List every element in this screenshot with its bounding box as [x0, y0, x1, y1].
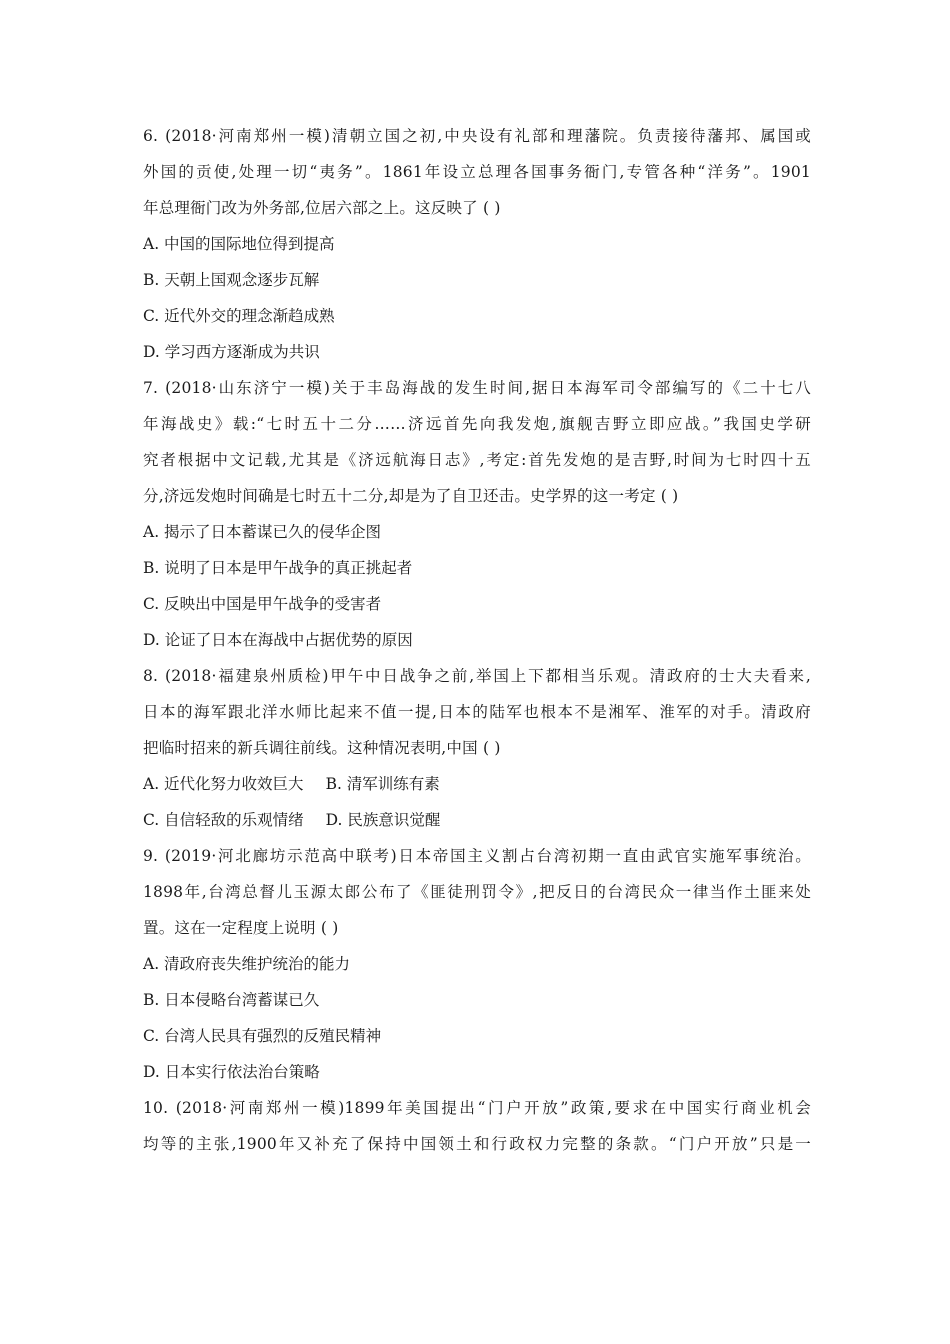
option-c: C. 台湾人民具有强烈的反殖民精神	[143, 1027, 382, 1045]
option-row	[143, 766, 811, 802]
option-d: D. 论证了日本在海战中占据优势的原因	[143, 631, 413, 649]
question-stem-line: 均等的主张,1900年又补充了保持中国领土和行政权力完整的条款。“门户开放”只是一	[143, 1135, 811, 1153]
question-stem-line: 1898年,台湾总督儿玉源太郎公布了《匪徒刑罚令》,把反日的台湾民众一律当作土匪来处	[143, 883, 811, 901]
option-b: B. 日本侵略台湾蓄谋已久	[143, 991, 320, 1009]
option-d: D. 日本实行依法治台策略	[143, 1063, 320, 1081]
option-a: A. 中国的国际地位得到提高	[143, 235, 335, 253]
option-a: A. 近代化努力收效巨大	[143, 775, 304, 793]
question-stem-line: 6. (2018·河南郑州一模)清朝立国之初,中央设有礼部和理藩院。负责接待藩邦、属国或	[143, 127, 811, 145]
question-stem-line: 分,济远发炮时间确是七时五十二分,却是为了自卫还击。史学界的这一考定 ( )	[143, 487, 679, 505]
question-stem-line: 外国的贡使,处理一切“夷务”。1861年设立总理各国事务衙门,专管各种“洋务”。1901	[143, 163, 811, 181]
option-a: A. 清政府丧失维护统治的能力	[143, 955, 351, 973]
option-d: D. 民族意识觉醒	[325, 811, 441, 829]
question-stem-line: 7. (2018·山东济宁一模)关于丰岛海战的发生时间,据日本海军司令部编写的《二十七八	[143, 379, 811, 397]
option-c: C. 近代外交的理念渐趋成熟	[143, 307, 335, 325]
option-d: D. 学习西方逐渐成为共识	[143, 343, 320, 361]
question-stem-line: 年总理衙门改为外务部,位居六部之上。这反映了 ( )	[143, 199, 501, 217]
question-9	[143, 838, 811, 1090]
question-stem-line: 日本的海军跟北洋水师比起来不值一提,日本的陆军也根本不是湘军、淮军的对手。清政府	[143, 703, 811, 721]
question-stem-line: 置。这在一定程度上说明 ( )	[143, 919, 339, 937]
question-6	[143, 118, 811, 370]
option-c: C. 自信轻敌的乐观情绪	[143, 811, 304, 829]
option-a: A. 揭示了日本蓄谋已久的侵华企图	[143, 523, 382, 541]
question-10	[143, 1090, 811, 1162]
option-b: B. 天朝上国观念逐步瓦解	[143, 271, 320, 289]
question-stem-line: 把临时招来的新兵调往前线。这种情况表明,中国 ( )	[143, 739, 501, 757]
option-c: C. 反映出中国是甲午战争的受害者	[143, 595, 382, 613]
question-stem-line: 究者根据中文记载,尤其是《济远航海日志》,考定:首先发炮的是吉野,时间为七时四十五	[143, 451, 811, 469]
question-7	[143, 370, 811, 658]
option-b: B. 清军训练有素	[325, 775, 440, 793]
option-b: B. 说明了日本是甲午战争的真正挑起者	[143, 559, 413, 577]
question-8	[143, 658, 811, 838]
option-row	[143, 802, 811, 838]
question-stem-line: 10. (2018·河南郑州一模)1899年美国提出“门户开放”政策,要求在中国实行商业机会	[143, 1099, 811, 1117]
question-stem-line: 8. (2018·福建泉州质检)甲午中日战争之前,举国上下都相当乐观。清政府的士大夫看来,	[143, 667, 811, 685]
exam-page	[143, 118, 811, 1162]
question-stem-line: 9. (2019·河北廊坊示范高中联考)日本帝国主义割占台湾初期一直由武官实施军事统治。	[143, 847, 811, 865]
question-stem-line: 年海战史》载:“七时五十二分……济远首先向我发炮,旗舰吉野立即应战。”我国史学研	[143, 415, 811, 433]
